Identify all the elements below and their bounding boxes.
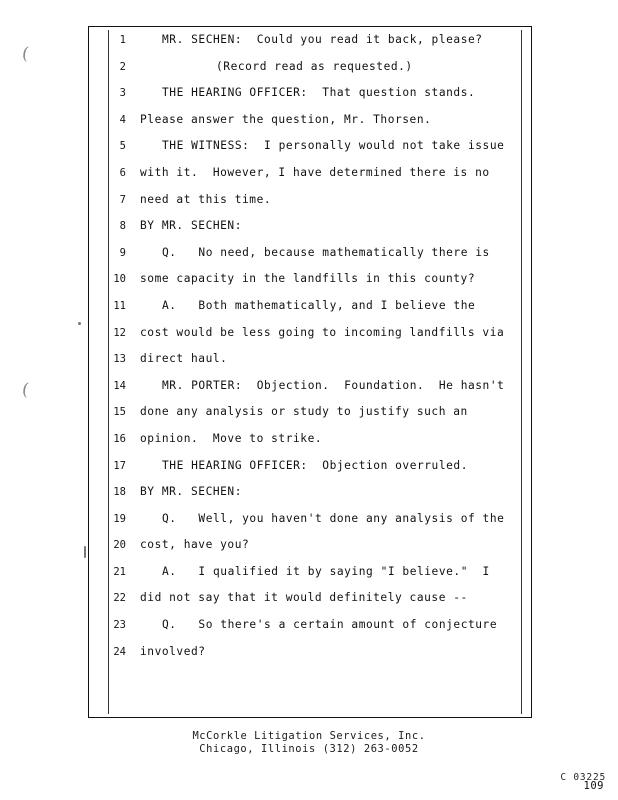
line-number: 18 bbox=[113, 486, 126, 499]
line-text: Please answer the question, Mr. Thorsen. bbox=[140, 112, 432, 126]
line-text: THE WITNESS: I personally would not take issue bbox=[162, 139, 505, 153]
transcript-line bbox=[88, 376, 532, 403]
line-number: 15 bbox=[113, 406, 126, 419]
transcript-line bbox=[88, 190, 532, 217]
line-number: 9 bbox=[119, 246, 126, 259]
line-text: with it. However, I have determined there is no bbox=[140, 165, 490, 179]
footer-address: Chicago, Illinois (312) 263-0052 bbox=[199, 743, 419, 755]
transcript-line bbox=[88, 110, 532, 137]
page-number: 109 bbox=[583, 780, 604, 792]
line-number: 16 bbox=[113, 432, 126, 445]
transcript-line bbox=[88, 136, 532, 163]
scan-speck-upper bbox=[78, 322, 81, 325]
line-text: opinion. Move to strike. bbox=[140, 431, 323, 445]
transcript-line bbox=[88, 57, 532, 84]
line-number: 2 bbox=[119, 60, 126, 73]
scan-artifact-middle: ( bbox=[20, 379, 31, 401]
transcript-line bbox=[88, 482, 532, 509]
line-text: Q. Well, you haven't done any analysis of the bbox=[162, 511, 505, 525]
transcript-line bbox=[88, 323, 532, 350]
line-text: done any analysis or study to justify such an bbox=[140, 405, 468, 419]
line-text: THE HEARING OFFICER: Objection overruled. bbox=[162, 458, 468, 472]
line-text: did not say that it would definitely cause -- bbox=[140, 591, 468, 605]
line-number: 5 bbox=[119, 140, 126, 153]
transcript-line bbox=[88, 509, 532, 536]
transcript-line bbox=[88, 269, 532, 296]
scan-artifact-top: ( bbox=[20, 43, 31, 65]
footer-block bbox=[0, 730, 618, 756]
bates-stamp: C 03225 bbox=[560, 772, 606, 783]
transcript-line bbox=[88, 163, 532, 190]
line-number: 14 bbox=[113, 379, 126, 392]
line-number: 12 bbox=[113, 326, 126, 339]
transcript-line bbox=[88, 349, 532, 376]
line-number: 13 bbox=[113, 353, 126, 366]
line-text: MR. SECHEN: Could you read it back, please? bbox=[162, 33, 483, 46]
transcript-line bbox=[88, 402, 532, 429]
line-text: MR. PORTER: Objection. Foundation. He hasn't bbox=[162, 378, 505, 392]
line-number: 10 bbox=[113, 273, 126, 286]
line-text: BY MR. SECHEN: bbox=[140, 485, 242, 499]
transcript-line bbox=[88, 615, 532, 642]
line-text: some capacity in the landfills in this county? bbox=[140, 272, 476, 286]
transcript-line bbox=[88, 642, 532, 669]
transcript-line bbox=[88, 588, 532, 615]
transcript-line bbox=[88, 429, 532, 456]
transcript-line bbox=[88, 30, 532, 57]
line-text: Q. No need, because mathematically there is bbox=[162, 245, 490, 259]
line-number: 17 bbox=[113, 459, 126, 472]
line-text: (Record read as requested.) bbox=[216, 59, 413, 73]
line-text: THE HEARING OFFICER: That question stands. bbox=[162, 86, 476, 100]
transcript-line bbox=[88, 216, 532, 243]
line-text: A. I qualified it by saying "I believe." I bbox=[162, 564, 490, 578]
transcript-line bbox=[88, 562, 532, 589]
line-number: 19 bbox=[113, 512, 126, 525]
transcript-line bbox=[88, 456, 532, 483]
line-number: 6 bbox=[119, 166, 126, 179]
transcript-line bbox=[88, 535, 532, 562]
line-text: cost, have you? bbox=[140, 538, 250, 552]
line-text: need at this time. bbox=[140, 192, 272, 206]
line-text: involved? bbox=[140, 644, 206, 658]
transcript-line bbox=[88, 243, 532, 270]
line-number: 24 bbox=[113, 645, 126, 658]
line-number: 21 bbox=[113, 565, 126, 578]
line-number: 23 bbox=[113, 619, 126, 632]
line-text: direct haul. bbox=[140, 352, 228, 366]
line-number: 7 bbox=[119, 193, 126, 206]
line-number: 22 bbox=[113, 592, 126, 605]
line-text: A. Both mathematically, and I believe the bbox=[162, 298, 476, 312]
line-text: Q. So there's a certain amount of conjecture bbox=[162, 618, 498, 632]
transcript-line bbox=[88, 83, 532, 110]
line-text: BY MR. SECHEN: bbox=[140, 219, 242, 233]
line-number: 20 bbox=[113, 539, 126, 552]
line-number: 4 bbox=[119, 113, 126, 126]
footer-company: McCorkle Litigation Services, Inc. bbox=[192, 730, 426, 742]
line-number: 11 bbox=[113, 299, 126, 312]
line-number: 3 bbox=[119, 87, 126, 100]
line-number: 8 bbox=[119, 220, 126, 233]
scan-speck-lower bbox=[84, 546, 86, 558]
line-text: cost would be less going to incoming landfills via bbox=[140, 325, 505, 339]
transcript-body bbox=[88, 30, 532, 714]
line-number: 1 bbox=[119, 34, 126, 46]
transcript-line bbox=[88, 296, 532, 323]
